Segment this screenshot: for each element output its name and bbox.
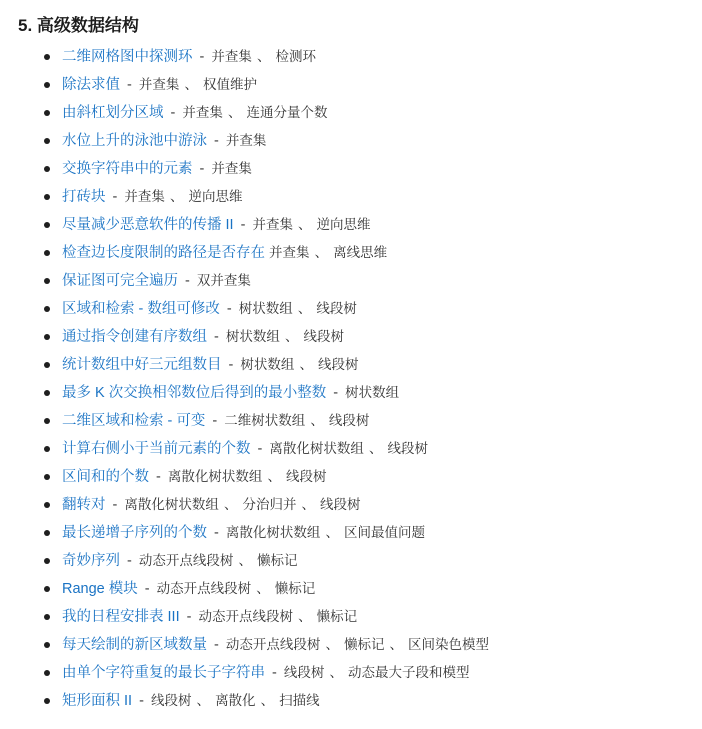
- topic-tag: 离散化树状数组: [124, 496, 219, 512]
- topic-tag: 线段树: [151, 692, 192, 708]
- tag-separator: 、: [256, 580, 270, 596]
- topic-tag: 线段树: [285, 468, 327, 484]
- dash-separator: -: [214, 328, 219, 345]
- list-item: [40, 272, 684, 290]
- topic-tag: 扫描线: [279, 692, 320, 708]
- dash-separator: -: [170, 104, 176, 121]
- topic-link[interactable]: 我的日程安排表 III: [62, 608, 180, 625]
- dash-separator: -: [214, 524, 219, 541]
- topic-link[interactable]: 最多 K 次交换相邻数位后得到的最小整数: [62, 384, 327, 401]
- dash-separator: -: [228, 356, 234, 373]
- tag-separator: 、: [310, 412, 324, 428]
- topic-tag: 线段树: [317, 356, 359, 372]
- topic-link[interactable]: 通过指令创建有序数组: [62, 328, 207, 345]
- tag-separator: 、: [256, 48, 271, 64]
- topic-tag: 并查集: [124, 188, 165, 204]
- list-item: [40, 468, 684, 486]
- topic-link[interactable]: 翻转对: [62, 496, 106, 513]
- topic-tag: 逆向思维: [316, 216, 371, 232]
- topic-tag: 区间染色模型: [408, 636, 490, 652]
- list-item: [40, 328, 684, 346]
- dash-separator: -: [156, 468, 161, 485]
- topic-link[interactable]: 水位上升的泳池中游泳: [62, 132, 207, 149]
- topic-tag: 懒标记: [343, 636, 385, 652]
- tag-separator: 、: [169, 188, 184, 204]
- dash-separator: -: [185, 272, 190, 289]
- tag-separator: 、: [284, 328, 299, 344]
- tag-separator: 、: [223, 496, 238, 512]
- topic-link[interactable]: 打砖块: [62, 188, 106, 205]
- tag-separator: 、: [238, 552, 252, 568]
- dash-separator: -: [199, 160, 205, 177]
- topic-link[interactable]: 保证图可完全遍历: [62, 272, 178, 289]
- topic-tag: 并查集: [225, 132, 267, 148]
- list-item: [40, 440, 684, 458]
- list-item: [40, 524, 684, 542]
- topic-tag: 懒标记: [274, 580, 316, 596]
- topic-link[interactable]: 二维区域和检索 - 可变: [62, 412, 206, 429]
- tag-separator: 、: [196, 692, 211, 708]
- topic-tag: 并查集: [252, 216, 293, 232]
- list-item: [40, 412, 684, 430]
- topic-tag: 动态最大子段和模型: [347, 664, 470, 680]
- topic-tag: 动态开点线段树: [138, 552, 234, 568]
- topic-link[interactable]: 矩形面积 II: [62, 692, 133, 709]
- topic-tag: 检测环: [275, 48, 316, 64]
- topic-tag: 连通分量个数: [246, 104, 328, 120]
- list-item: [40, 76, 684, 94]
- topic-tag: 权值维护: [202, 76, 257, 92]
- topic-link[interactable]: 二维网格图中探测环: [62, 48, 193, 65]
- topic-link[interactable]: 奇妙序列: [62, 552, 120, 569]
- topic-tag: 二维树状数组: [224, 412, 306, 428]
- tag-separator: 、: [298, 608, 312, 624]
- tag-separator: 、: [298, 216, 312, 232]
- list-item: [40, 300, 684, 318]
- topic-tag: 动态开点线段树: [156, 580, 252, 596]
- topic-tag: 线段树: [303, 328, 344, 344]
- list-item: [40, 188, 684, 206]
- tag-separator: 、: [267, 468, 281, 484]
- topic-tag: 动态开点线段树: [198, 608, 294, 624]
- topic-list: [18, 48, 684, 710]
- topic-link[interactable]: 尽量减少恶意软件的传播 II: [62, 216, 234, 233]
- topic-tag: 并查集: [138, 76, 180, 92]
- topic-link[interactable]: 区域和检索 - 数组可修改: [62, 300, 220, 317]
- dash-separator: -: [112, 496, 118, 513]
- list-item: [40, 160, 684, 178]
- list-item: [40, 692, 684, 710]
- list-item: [40, 608, 684, 626]
- page-title: 5. 高级数据结构: [18, 16, 139, 35]
- dash-separator: -: [144, 580, 150, 597]
- topic-tag: 树状数组: [240, 356, 295, 372]
- dash-separator: -: [112, 188, 118, 205]
- topic-tag: 线段树: [387, 440, 428, 456]
- topic-link[interactable]: 区间和的个数: [62, 468, 149, 485]
- topic-tag: 懒标记: [256, 552, 298, 568]
- list-item: [40, 48, 684, 66]
- topic-link[interactable]: 计算右侧小于当前元素的个数: [62, 440, 251, 457]
- dash-separator: -: [214, 636, 219, 653]
- topic-tag: 线段树: [316, 300, 357, 316]
- topic-link[interactable]: 交换字符串中的元素: [62, 160, 193, 177]
- topic-link[interactable]: 由斜杠划分区域: [62, 104, 164, 121]
- tag-separator: 、: [297, 300, 312, 316]
- list-item: [40, 664, 684, 682]
- list-item: [40, 552, 684, 570]
- tag-separator: 、: [299, 356, 313, 372]
- topic-tag: 树状数组: [225, 328, 280, 344]
- list-item: [40, 104, 684, 122]
- topic-link[interactable]: 除法求值: [62, 76, 120, 93]
- tag-separator: 、: [301, 496, 315, 512]
- tag-separator: 、: [325, 524, 339, 540]
- dash-separator: -: [127, 552, 132, 569]
- dash-separator: -: [212, 412, 218, 429]
- topic-tag: 并查集: [211, 48, 252, 64]
- list-item: [40, 496, 684, 514]
- topic-tag: 离散化树状数组: [269, 440, 364, 456]
- topic-tag: 双并查集: [196, 272, 251, 288]
- topic-tag: 并查集: [269, 244, 310, 260]
- tag-separator: 、: [314, 244, 329, 260]
- dash-separator: -: [127, 76, 132, 93]
- dash-separator: -: [333, 384, 339, 401]
- list-item: [40, 244, 684, 262]
- topic-tag: 线段树: [328, 412, 370, 428]
- tag-separator: 、: [184, 76, 198, 92]
- list-item: [40, 636, 684, 654]
- topic-tag: 离散化树状数组: [167, 468, 263, 484]
- topic-tag: 离散化树状数组: [225, 524, 321, 540]
- topic-link[interactable]: Range 模块: [62, 580, 138, 597]
- dash-separator: -: [272, 664, 277, 681]
- tag-separator: 、: [368, 440, 383, 456]
- dash-separator: -: [214, 132, 219, 149]
- topic-tag: 动态开点线段树: [225, 636, 321, 652]
- topic-link[interactable]: 每天绘制的新区域数量: [62, 636, 207, 653]
- topic-tag: 树状数组: [345, 384, 400, 400]
- dash-separator: -: [186, 608, 192, 625]
- topic-tag: 并查集: [182, 104, 223, 120]
- tag-separator: 、: [329, 664, 343, 680]
- topic-link[interactable]: 统计数组中好三元组数目: [62, 356, 222, 373]
- dash-separator: -: [199, 48, 205, 65]
- dash-separator: -: [257, 440, 263, 457]
- topic-tag: 分治归并: [242, 496, 297, 512]
- topic-tag: 区间最值问题: [343, 524, 425, 540]
- topic-tag: 并查集: [211, 160, 252, 176]
- list-item: [40, 580, 684, 598]
- topic-tag: 线段树: [283, 664, 325, 680]
- list-item: [40, 356, 684, 374]
- dash-separator: -: [139, 692, 144, 709]
- topic-tag: 逆向思维: [188, 188, 243, 204]
- topic-tag: 线段树: [320, 496, 361, 512]
- topic-tag: 离线思维: [333, 244, 388, 260]
- tag-separator: 、: [260, 692, 275, 708]
- topic-link[interactable]: 最长递增子序列的个数: [62, 524, 207, 541]
- dash-separator: -: [240, 216, 246, 233]
- list-item: [40, 384, 684, 402]
- dash-separator: -: [226, 300, 232, 317]
- tag-separator: 、: [325, 636, 339, 652]
- list-item: [40, 216, 684, 234]
- topic-tag: 懒标记: [316, 608, 358, 624]
- topic-link[interactable]: 检查边长度限制的路径是否存在: [62, 244, 265, 261]
- list-item: [40, 132, 684, 150]
- topic-link[interactable]: 由单个字符重复的最长子字符串: [62, 664, 265, 681]
- topic-tag: 树状数组: [238, 300, 293, 316]
- tag-separator: 、: [389, 636, 403, 652]
- tag-separator: 、: [227, 104, 242, 120]
- topic-tag: 离散化: [215, 692, 256, 708]
